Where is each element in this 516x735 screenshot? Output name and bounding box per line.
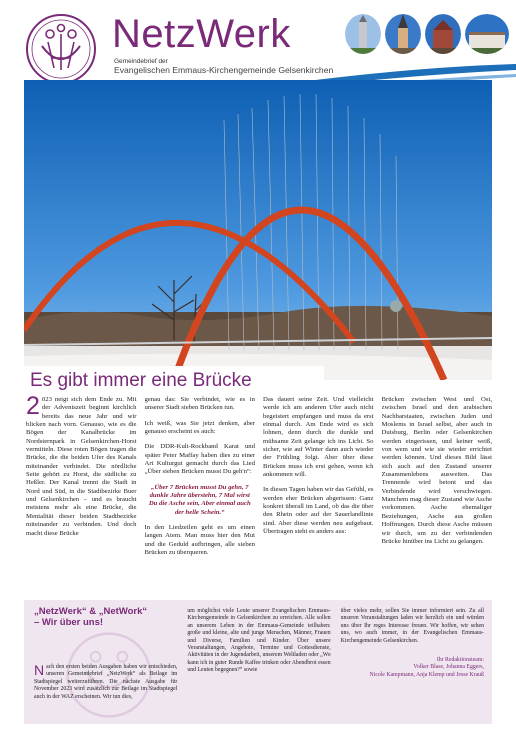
- church-spire-thumbnail-icon: [385, 14, 421, 54]
- about-title-line-1: „NetzWerk“ & „NetWork“: [34, 606, 148, 617]
- about-us-box: [24, 600, 492, 724]
- paragraph: ach den ersten beiden Ausgaben haben wir entschieden, unseren Gemeindebrief „NetzWerk“ als Beilage im Stadtspiegel weiterzuführen. Die nächste Ausgabe für November 2023 wird zusätzlich zur Beilage im Stadtspiegel auch in der WAZ erscheinen. Wir tun dies,: [34, 664, 178, 700]
- subtitle-small: Gemeindebrief der: [114, 58, 168, 65]
- signoff-label: Ihr Redaktionsteam:: [436, 657, 484, 664]
- paragraph: 023 neigt sich dem Ende zu. Mit der Adventszeit beginnt kirchlich bereits das neue Jahr und wir blicken nach vorn. Genauso, wie es die Bögen der Kanalbrücke im Nordsternpark in Gelsenkirchen-Horst vermitteln. Diese roten Bögen tragen die Brücke, die die beiden Ufer des Kanals miteinander verbindet. Die nördliche Seite gehört zu Horst, die südliche zu Heßler. Der Kanal trennt die Stadt in Nord und Süd, in die Stadtbezirke Buer und Gelsenkirchen – und es braucht meistens mehr als eine Brücke, die Mentalität dieser beiden Stadtbezirke miteinander zu verbinden. Und doch macht diese Brücke: [26, 396, 137, 537]
- paragraph: Das dauert seine Zeit. Und vielleicht werde ich am anderen Ufer auch nicht begeistert empfangen und muss da erst einmal durch. Am Ende wird es sich lohnen, denn durch die dunkle und mühsame Zeit gelange ich ins Licht. So sicher, wie auf Winter dann auch wieder der Frühling folgt. Aber über diese Brücken muss ich erst gehen, wenn ich ankommen will.: [263, 396, 374, 479]
- paragraph: In diesen Tagen haben wir das Gefühl, es werden eher Brücken abgerissen: Ganz konkret überall im Land, ob das die über den Rhein oder auf der Sauerlandlinie sind. Aber diese werden neu aufgebaut. Übertragen sieht es anders aus:: [263, 486, 374, 536]
- paragraph: In den Liedzeilen geht es um einen langen Atem. Man muss hier den Mut und die Geduld aufbringen, alle sieben Brücken zu überqueren.: [144, 524, 255, 557]
- paragraph: Brücken zwischen West und Ost, zwischen Israel und den arabischen Nachbarstaaten, zwischen Juden und Moslems in Israel selbst, aber auch in Duisburg, Berlin oder Gelsenkirchen werden eingerissen, und keiner weiß, von wem und wie sie wieder errichtet werden können. Und dieses Bild lässt sich auch auf den Zustand unserer Zusammenlebens ausweiten. Das Trennende wird betont und das Verbindende wird verschwiegen. Manchem mag dieser Zustand wie Asche vorkommen. Asche ehemaliger Beziehungen, Asche aus großen Hoffnungen. Durch diese Asche müssen wir durch, um zu der verbindenden Brücke hinüber ins Licht zu gelangen.: [381, 396, 492, 545]
- article-column-3: [263, 396, 374, 596]
- editorial-signoff: [341, 657, 484, 679]
- bridge-photo: [24, 80, 492, 380]
- paragraph: Ich weiß, was Sie jetzt denken, aber genauso erscheint es auch:: [144, 419, 255, 436]
- about-title-line-2: – Wir über uns!: [34, 617, 104, 628]
- church-tower-thumbnail-icon: [345, 14, 381, 54]
- article-column-1: [26, 396, 137, 596]
- song-quote: „Über 7 Brücken musst Du gehn, 7 dunkle Jahre überstehn, 7 Mal wirst Du die Asche sein, Aber einmal auch der helle Schein.“: [148, 483, 251, 516]
- magazine-title: NetzWerk: [112, 12, 291, 56]
- brick-church-thumbnail-icon: [425, 14, 461, 54]
- about-column-3: [341, 608, 484, 720]
- community-hall-thumbnail-icon: [465, 14, 509, 54]
- church-thumbnails: [345, 14, 509, 58]
- about-column-2: [187, 608, 330, 720]
- article-column-4: [382, 396, 493, 596]
- signoff-names: Nicole Kampmann, Anja Klemp und Jesse Krauß: [369, 671, 484, 678]
- article-headline: Es gibt immer eine Brücke: [30, 370, 252, 391]
- about-columns: [34, 608, 484, 720]
- subtitle-main: Evangelischen Emmaus-Kirchengemeinde Gelsenkirchen: [114, 65, 334, 75]
- paragraph: genau das: Sie verbindet, wie es in unserer Stadt sieben Brücken tun.: [144, 396, 255, 412]
- dropcap: 2: [26, 396, 40, 420]
- paragraph: über vieles mehr, sollen Sie immer informiert sein. Zu all unseren Veranstaltungen laden wir herzlich ein und würden uns über Ihr reges Interesse freuen. Wir hoffen, wir sehen uns, wo auch immer, in der Evangelischen Emmaus-Kirchengemeinde Gelsenkirchen.: [340, 608, 484, 644]
- article-column-2: [145, 396, 256, 596]
- about-column-1: [34, 608, 177, 720]
- article-body: [26, 396, 492, 596]
- signoff-names: Volker Blase, Johanna Eggers,: [413, 664, 484, 671]
- paragraph: um möglichst viele Leute unserer Evangelischen Emmaus-Kirchengemeinde in Gelsenkirchen zu erreichen. Alle sollen an unserem Leben in der Emmaus-Gemeinde teilhaben: große und kleine, alte und junge Menschen, Männer, Frauen und Diverse, Familien und Kinder. Über unsere Veranstaltungen, Angebote, Termine und Gottesdienste, Aktivitäten in der Jugendarbeit, unserem Weltladen oder „Wo kann ich in guter Runde Kaffee trinken oder Abendbrot essen und Leuten begegnen?“ sowie: [187, 608, 331, 674]
- paragraph: Die DDR-Kult-Rockband Karat und später Peter Maffay haben dies zu einer Art Kulturgut gemacht durch das Lied „Über sieben Brücken musst Du geh'n“:: [144, 443, 255, 476]
- about-dropcap: N: [34, 662, 45, 678]
